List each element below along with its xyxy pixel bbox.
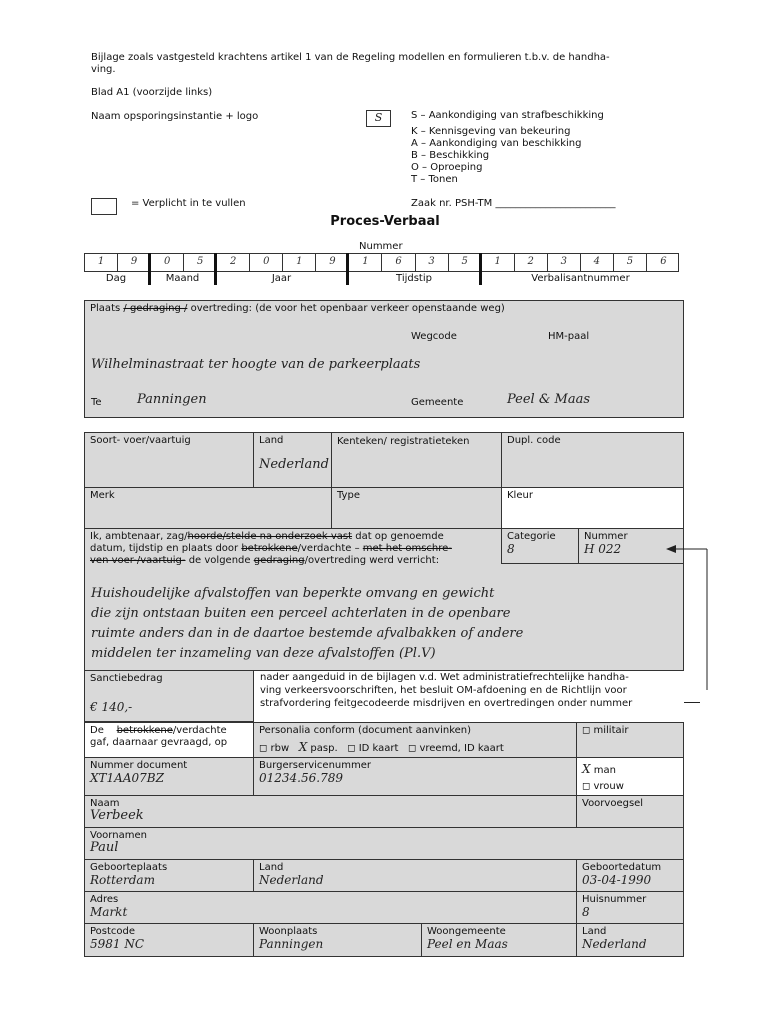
nummer-digit[interactable]: 6 (383, 254, 416, 272)
nummer-digit[interactable]: 2 (515, 254, 548, 272)
nummer-digit[interactable]: 4 (581, 254, 614, 272)
nummer-digit[interactable]: 1 (283, 254, 316, 272)
conform-label: Personalia conform (document aanvinken) (259, 725, 472, 736)
huisnummer-label: Huisnummer (582, 894, 647, 905)
adres-value: Markt (90, 905, 128, 919)
categorie-field[interactable] (501, 528, 579, 564)
postcode-label: Postcode (90, 926, 136, 937)
voorvoegsel-label: Voorvoegsel (582, 798, 644, 809)
soort-voertuig-field[interactable] (84, 432, 254, 488)
nummer-digit[interactable]: 6 (660, 256, 667, 267)
arrow-tick (684, 702, 700, 703)
vreemd-checkbox[interactable]: ◻ vreemd, ID kaart (407, 743, 504, 754)
nummer-digit[interactable]: 1 (482, 254, 515, 272)
personalia-conform-field[interactable] (253, 722, 577, 758)
huisnummer-field[interactable] (576, 891, 684, 924)
sanctiebedrag-field[interactable] (84, 670, 254, 722)
bsn-value: 01234.56.789 (259, 771, 343, 785)
merk-field[interactable] (84, 487, 332, 529)
plaats-label: Plaats / gedraging / overtreding: (de voor het openbaar verkeer openstaande weg) (90, 303, 505, 314)
intro-line-1: Bijlage zoals vastgesteld krachtens artikel 1 van de Regeling modellen en formulieren t.b.v. de handha- (91, 52, 610, 63)
geboorteland-value: Nederland (259, 873, 324, 887)
huisnummer-value: 8 (582, 905, 590, 919)
code-item: O – Oproeping (411, 162, 483, 173)
feit-line: Huishoudelijke afvalstoffen van beperkte omvang en gewicht (91, 586, 495, 601)
woonplaats-label: Woonplaats (259, 926, 318, 937)
nummer-digit[interactable]: 9 (316, 254, 349, 272)
woongemeente-value: Peel en Maas (427, 937, 508, 951)
kenteken-field[interactable] (331, 432, 502, 488)
nummer-feit-value: H 022 (584, 542, 622, 556)
kleur-field[interactable] (501, 487, 684, 529)
code-item: A – Aankondiging van beschikking (411, 138, 582, 149)
geboorteplaats-label: Geboorteplaats (90, 862, 168, 873)
militair-label: militair (593, 725, 629, 736)
nummer-digit[interactable]: 1 (85, 254, 118, 272)
nummer-digit[interactable]: 9 (118, 254, 151, 272)
categorie-label: Categorie (507, 531, 556, 542)
adres-label: Adres (90, 894, 119, 905)
bsn-label: Burgerservicenummer (259, 760, 371, 771)
idkaart-checkbox[interactable]: ◻ ID kaart (347, 743, 399, 754)
nummer-feit-label: Nummer (584, 531, 628, 542)
naam-value: Verbeek (90, 808, 144, 823)
woongemeente-field[interactable] (421, 923, 577, 957)
code-list (411, 110, 604, 186)
nummer-digit[interactable]: 0 (250, 254, 283, 272)
kleur-label: Kleur (507, 490, 533, 501)
code-item: T – Tonen (411, 174, 458, 185)
land-label: Land (259, 435, 284, 446)
te-value: Panningen (137, 392, 207, 407)
sanctie-value: € 140,- (90, 700, 133, 714)
zaak-number[interactable] (411, 198, 615, 209)
geboorteplaats-field[interactable] (84, 859, 254, 892)
document-options (259, 741, 571, 755)
nummer-document-label: Nummer document (90, 760, 188, 771)
code-box[interactable] (366, 110, 391, 127)
wegcode-label: Wegcode (411, 331, 457, 342)
hmpaal-label: HM-paal (548, 331, 590, 342)
gemeente-label: Gemeente (411, 397, 464, 408)
dupl-label: Dupl. code (507, 435, 561, 446)
street-value: Wilhelminastraat ter hoogte van de parkeerplaats (91, 357, 421, 372)
type-label: Type (337, 490, 360, 501)
intro-line-2: ving. (91, 64, 116, 75)
feit-line: ruimte anders dan in de daartoe bestemde afvalbakken of andere (91, 626, 524, 641)
naam-label: Naam (90, 798, 120, 809)
vrouw-checkbox[interactable]: ◻ vrouw (582, 781, 624, 792)
nummer-digit[interactable]: 0 (151, 254, 184, 272)
militair-checkbox[interactable]: ◻ militair (576, 722, 684, 758)
page-title: Proces-Verbaal (330, 214, 440, 229)
geboorteplaats-value: Rotterdam (90, 873, 155, 887)
kenteken-label: Kenteken/ registratieteken (337, 436, 470, 447)
type-field[interactable] (331, 487, 502, 529)
nummer-digit[interactable]: 5 (449, 254, 482, 272)
postcode-value: 5981 NC (90, 937, 145, 951)
adres-field[interactable] (84, 891, 577, 924)
geboorteland-label: Land (259, 862, 284, 873)
nummer-digit[interactable]: 3 (416, 254, 449, 272)
gemeente-value: Peel & Maas (507, 392, 591, 407)
voorvoegsel-field[interactable] (576, 795, 684, 828)
woonland-value: Nederland (582, 937, 647, 951)
nummer-label: Nummer (359, 241, 403, 252)
nummer-digit[interactable]: 5 (614, 254, 647, 272)
naam-field[interactable] (84, 795, 577, 828)
pasp-checkbox[interactable]: X pasp. (298, 740, 338, 754)
soort-label: Soort- voer/vaartuig (90, 435, 191, 446)
nummer-document-field[interactable] (84, 757, 254, 796)
postcode-field[interactable] (84, 923, 254, 957)
nummer-digit[interactable]: 2 (217, 254, 250, 272)
feit-omschrijving (91, 584, 523, 664)
sanctie-text: nader aangeduid in de bijlagen v.d. Wet administratiefrechtelijke handha- ving verkeersvoorschriften, het besluit OM-afdoening en de Richtlijn voor strafvordering feitgecodeerde misdrijven en overtredingen onder nummer (260, 672, 633, 709)
woonplaats-field[interactable] (253, 923, 422, 957)
segment-maand: Maand (165, 273, 200, 284)
zaak-line: ________________________ (495, 198, 616, 209)
geboortedatum-value: 03-04-1990 (582, 873, 652, 887)
code-item: S – Aankondiging van strafbeschikking (411, 110, 604, 121)
plaats-section[interactable] (84, 300, 684, 418)
voornamen-value: Paul (90, 840, 119, 855)
merk-label: Merk (90, 490, 115, 501)
segment-dag: Dag (105, 273, 127, 284)
te-label: Te (91, 397, 102, 408)
segment-tijdstip: Tijdstip (396, 273, 432, 284)
voornamen-label: Voornamen (90, 830, 147, 841)
segment-jaar: Jaar (271, 273, 292, 284)
naam-opsporing: Naam opsporingsinstantie + logo (91, 111, 259, 122)
nummer-strip[interactable] (84, 253, 679, 272)
geboortedatum-label: Geboortedatum (582, 862, 662, 873)
code-item: K – Kennisgeving van bekeuring (411, 126, 571, 137)
geboortedatum-field[interactable] (576, 859, 684, 892)
code-item: B – Beschikking (411, 150, 490, 161)
woongemeente-label: Woongemeente (427, 926, 506, 937)
dupl-code-field[interactable] (501, 432, 684, 488)
categorie-value: 8 (507, 542, 515, 556)
code-value: S (374, 111, 383, 124)
feit-line: middelen ter inzameling van deze afvalstoffen (Pl.V) (91, 646, 436, 661)
land-value: Nederland (259, 457, 329, 472)
legend-box (91, 198, 117, 215)
nummer-document-value: XT1AA07BZ (90, 771, 164, 785)
feit-line: die zijn ontstaan buiten een perceel achterlaten in de openbare (91, 606, 511, 621)
geboorteland-field[interactable] (253, 859, 577, 892)
woonland-label: Land (582, 926, 607, 937)
land-field[interactable] (253, 432, 332, 488)
geslacht-field (576, 757, 684, 796)
verklaring-text: Ik, ambtenaar, zag/hoorde/stelde na onderzoek vast dat op genoemde datum, tijdstip en plaats door betrokkene/verdachte – met het omschre- ven voer-/vaartuig- de volgende gedraging/overtreding werd verricht: (90, 531, 452, 566)
segment-verbalisant: Verbalisantnummer (531, 273, 630, 284)
nummer-digit[interactable]: 3 (548, 254, 581, 272)
woonplaats-value: Panningen (259, 937, 324, 951)
intro-text (91, 52, 691, 76)
betrokkene-field: De betrokkene/verdachte gaf, daarnaar gevraagd, op (84, 722, 254, 758)
verplicht-label: = Verplicht in te vullen (131, 198, 246, 209)
man-checkbox[interactable]: X man (582, 762, 616, 776)
nummer-digit[interactable]: 1 (349, 254, 382, 272)
bsn-field[interactable] (253, 757, 577, 796)
nummer-digit[interactable]: 5 (184, 254, 217, 272)
blad-label: Blad A1 (voorzijde links) (91, 87, 213, 98)
voornamen-field[interactable] (84, 827, 684, 860)
sanctie-label: Sanctiebedrag (90, 673, 163, 684)
rbw-checkbox[interactable]: ◻ rbw (259, 743, 290, 754)
zaak-label: Zaak nr. PSH-TM (411, 198, 493, 209)
woonland-field[interactable] (576, 923, 684, 957)
